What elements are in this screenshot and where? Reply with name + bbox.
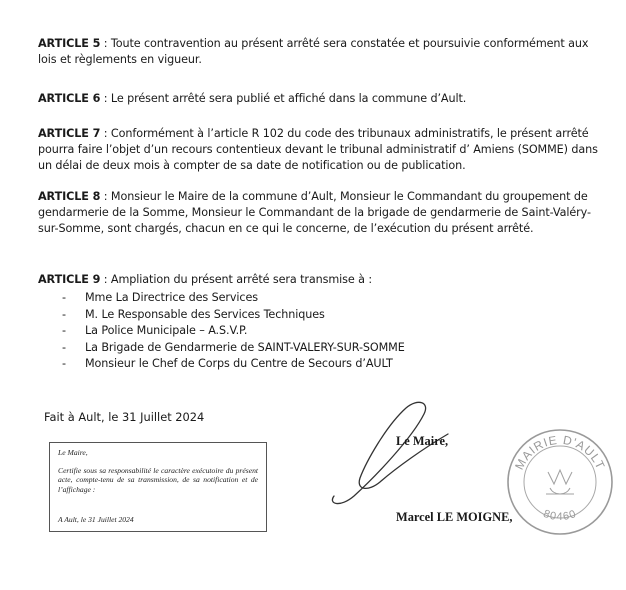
mayor-title: Le Maire, [396,434,449,448]
recipient-list [38,290,598,373]
certification-date: A Ault, le 31 Juillet 2024 [58,515,134,525]
certification-body: Certifie sous sa responsabilité le caractère exécutoire du présent acte, compte-tenu de sa transmission, de sa notification et de l’affichage : [58,465,258,494]
list-item [38,290,598,307]
certification-heading: Le Maire, [58,448,88,457]
stamp-postal-code: 80460 [541,507,579,523]
article-label: ARTICLE 9 [38,273,101,286]
list-dash: - [62,324,66,337]
article-5 [38,36,598,68]
list-item [38,307,598,324]
recipient-text: La Police Municipale – A.S.V.P. [85,324,248,337]
article-label: ARTICLE 5 [38,37,101,50]
article-text: : Toute contravention au présent arrêté sera constatée et poursuivie conformément aux lois et règlements en vigueur. [38,37,589,66]
list-dash: - [62,307,66,321]
list-item [38,356,598,373]
mayor-name: Marcel LE MOIGNE, [396,510,513,524]
list-item [38,340,598,357]
article-7 [38,126,598,174]
article-label: ARTICLE 6 [38,92,101,105]
article-label: ARTICLE 7 [38,127,101,140]
mairie-stamp [500,422,620,540]
article-text: : Ampliation du présent arrêté sera transmise à : [100,273,373,286]
recipient-text: Monsieur le Chef de Corps du Centre de Secours d’AULT [85,357,393,370]
done-at-date: Fait à Ault, le 31 Juillet 2024 [44,410,205,424]
recipient-text: Mme La Directrice des Services [85,291,258,304]
list-dash: - [62,291,66,304]
stamp-top-text: MAIRIE D'AULT [512,432,608,473]
article-text: : Conformément à l’article R 102 du code des tribunaux administratifs, le présent arrêté pourra faire l’objet d’un recours contentieux devant le tribunal administratif d’ Amiens (SOMME) dans un délai de deux mois à compter de sa date de notification ou de publication. [38,127,598,172]
stamp-emblem [546,470,574,494]
recipient-text: M. Le Responsable des Services Techniques [85,307,325,321]
list-dash: - [62,357,66,370]
recipient-text: La Brigade de Gendarmerie de SAINT-VALERY-SUR-SOMME [85,340,405,354]
svg-text:80460 [542,508,579,523]
handwritten-signature [320,392,460,512]
certification-box [49,442,267,532]
article-9 [38,272,598,373]
article-text: : Le présent arrêté sera publié et affiché dans la commune d’Ault. [100,92,467,105]
svg-text:MAIRIE D'AULT [512,433,608,472]
article-8 [38,189,598,237]
article-6 [38,91,598,107]
article-text: : Monsieur le Maire de la commune d’Ault, Monsieur le Commandant du groupement de gendarmerie de la Somme, Monsieur le Commandant de la brigade de gendarmerie de Saint-Valéry-sur-Somme, sont chargés, chacun en ce qui le concerne, de l’exécution du présent arrêté. [38,190,591,235]
article-label: ARTICLE 8 [38,190,101,203]
list-item [38,323,598,340]
list-dash: - [62,340,66,354]
